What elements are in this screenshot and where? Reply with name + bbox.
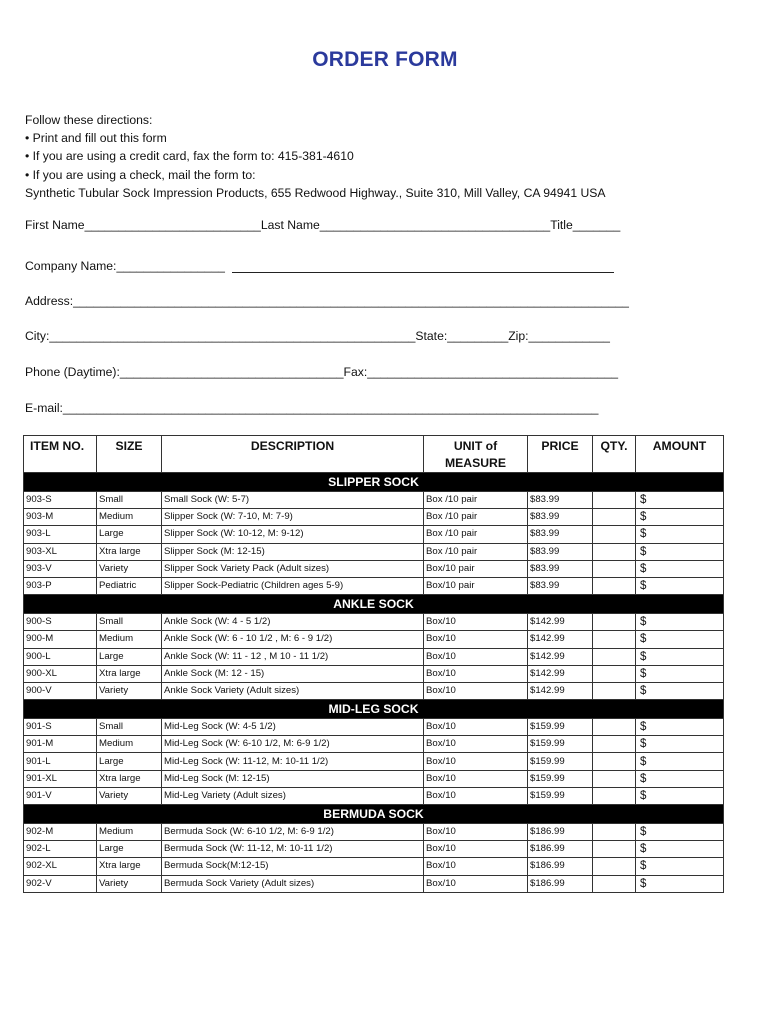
amount-cell[interactable]: $ (636, 665, 724, 682)
table-row (24, 577, 724, 594)
qty-input-cell[interactable] (593, 509, 636, 526)
item-no-cell: 901-V (24, 787, 97, 804)
size-cell: Medium (97, 509, 162, 526)
item-no-cell: 901-M (24, 736, 97, 753)
unit-cell: Box/10 pair (424, 577, 528, 594)
price-cell: $83.99 (528, 577, 593, 594)
unit-cell: Box /10 pair (424, 543, 528, 560)
item-no-cell: 900-V (24, 682, 97, 699)
amount-cell[interactable]: $ (636, 824, 724, 841)
unit-cell: Box/10 (424, 736, 528, 753)
page-title: ORDER FORM (312, 48, 458, 71)
qty-input-cell[interactable] (593, 631, 636, 648)
size-cell: Variety (97, 875, 162, 892)
unit-cell: Box/10 (424, 719, 528, 736)
price-cell: $83.99 (528, 560, 593, 577)
unit-cell: Box/10 (424, 648, 528, 665)
section-title: BERMUDA SOCK (24, 805, 724, 824)
item-no-cell: 900-L (24, 648, 97, 665)
price-cell: $159.99 (528, 719, 593, 736)
amount-cell[interactable]: $ (636, 577, 724, 594)
price-cell: $159.99 (528, 770, 593, 787)
table-row (24, 631, 724, 648)
size-cell: Xtra large (97, 665, 162, 682)
item-no-cell: 902-XL (24, 858, 97, 875)
description-cell: Mid-Leg Sock (W: 11-12, M: 10-11 1/2) (162, 753, 424, 770)
amount-cell[interactable]: $ (636, 543, 724, 560)
header-unit-of-measure (424, 436, 528, 473)
qty-input-cell[interactable] (593, 824, 636, 841)
item-no-cell: 901-XL (24, 770, 97, 787)
item-no-cell: 903-V (24, 560, 97, 577)
amount-cell[interactable]: $ (636, 858, 724, 875)
size-cell: Pediatric (97, 577, 162, 594)
table-row (24, 736, 724, 753)
description-cell: Slipper Sock (W: 10-12, M: 9-12) (162, 526, 424, 543)
item-no-cell: 903-P (24, 577, 97, 594)
table-row (24, 526, 724, 543)
amount-cell[interactable]: $ (636, 787, 724, 804)
header-size: SIZE (97, 436, 162, 473)
price-cell: $186.99 (528, 875, 593, 892)
item-no-cell: 900-S (24, 614, 97, 631)
qty-input-cell[interactable] (593, 543, 636, 560)
order-table (23, 435, 724, 893)
name-fields-line[interactable]: First Name__________________________Last Name__________________________________Title_______ (25, 218, 621, 232)
description-cell: Slipper Sock Variety Pack (Adult sizes) (162, 560, 424, 577)
qty-input-cell[interactable] (593, 787, 636, 804)
qty-input-cell[interactable] (593, 577, 636, 594)
description-cell: Small Sock (W: 5-7) (162, 492, 424, 509)
unit-cell: Box /10 pair (424, 492, 528, 509)
amount-cell[interactable]: $ (636, 614, 724, 631)
price-cell: $83.99 (528, 492, 593, 509)
price-cell: $83.99 (528, 543, 593, 560)
company-name-field[interactable]: Company Name:________________ (25, 259, 225, 273)
header-amount: AMOUNT (636, 436, 724, 473)
unit-cell: Box/10 (424, 841, 528, 858)
size-cell: Medium (97, 824, 162, 841)
amount-cell[interactable]: $ (636, 875, 724, 892)
table-row (24, 543, 724, 560)
section-title: MID-LEG SOCK (24, 700, 724, 719)
description-cell: Ankle Sock (W: 4 - 5 1/2) (162, 614, 424, 631)
header-unit-line1: UNIT of (453, 439, 498, 453)
item-no-cell: 903-M (24, 509, 97, 526)
direction-item: • If you are using a credit card, fax the form to: 415-381-4610 (25, 149, 354, 164)
unit-cell: Box/10 (424, 682, 528, 699)
item-no-cell: 902-L (24, 841, 97, 858)
direction-item: • Print and fill out this form (25, 131, 167, 146)
size-cell: Variety (97, 787, 162, 804)
qty-input-cell[interactable] (593, 770, 636, 787)
price-cell: $186.99 (528, 824, 593, 841)
amount-cell[interactable]: $ (636, 719, 724, 736)
qty-input-cell[interactable] (593, 841, 636, 858)
address-field[interactable]: Address:__________________________________________________________________________________ (25, 294, 629, 308)
amount-cell[interactable]: $ (636, 682, 724, 699)
description-cell: Mid-Leg Variety (Adult sizes) (162, 787, 424, 804)
city-state-zip-fields[interactable]: City:______________________________________________________State:_________Zip:____________ (25, 329, 610, 343)
price-cell: $186.99 (528, 841, 593, 858)
price-cell: $142.99 (528, 631, 593, 648)
table-row (24, 858, 724, 875)
price-cell: $83.99 (528, 526, 593, 543)
description-cell: Bermuda Sock (W: 6-10 1/2, M: 6-9 1/2) (162, 824, 424, 841)
table-row (24, 824, 724, 841)
table-row (24, 648, 724, 665)
section-row (24, 700, 724, 719)
unit-cell: Box /10 pair (424, 509, 528, 526)
qty-input-cell[interactable] (593, 614, 636, 631)
size-cell: Large (97, 753, 162, 770)
phone-fax-fields[interactable]: Phone (Daytime):_________________________________Fax:_____________________________________ (25, 365, 618, 379)
description-cell: Bermuda Sock (W: 11-12, M: 10-11 1/2) (162, 841, 424, 858)
size-cell: Small (97, 719, 162, 736)
directions-heading: Follow these directions: (25, 113, 153, 127)
price-cell: $159.99 (528, 787, 593, 804)
qty-input-cell[interactable] (593, 665, 636, 682)
description-cell: Slipper Sock (W: 7-10, M: 7-9) (162, 509, 424, 526)
table-row (24, 665, 724, 682)
direction-item: • If you are using a check, mail the form to: (25, 167, 256, 182)
table-row (24, 770, 724, 787)
size-cell: Xtra large (97, 858, 162, 875)
price-cell: $159.99 (528, 753, 593, 770)
amount-cell[interactable]: $ (636, 841, 724, 858)
qty-input-cell[interactable] (593, 682, 636, 699)
table-row (24, 614, 724, 631)
size-cell: Large (97, 526, 162, 543)
amount-cell[interactable]: $ (636, 509, 724, 526)
item-no-cell: 902-M (24, 824, 97, 841)
mailing-address: Synthetic Tubular Sock Impression Products, 655 Redwood Highway., Suite 310, Mill Valley, CA 94941 USA (25, 185, 606, 200)
table-header-row (24, 436, 724, 473)
item-no-cell: 903-XL (24, 543, 97, 560)
unit-cell: Box/10 (424, 875, 528, 892)
section-title: SLIPPER SOCK (24, 473, 724, 492)
unit-cell: Box /10 pair (424, 526, 528, 543)
amount-cell[interactable]: $ (636, 648, 724, 665)
table-row (24, 753, 724, 770)
description-cell: Bermuda Sock Variety (Adult sizes) (162, 875, 424, 892)
directions-block (25, 111, 745, 202)
item-no-cell: 903-L (24, 526, 97, 543)
size-cell: Large (97, 648, 162, 665)
item-no-cell: 900-XL (24, 665, 97, 682)
unit-cell: Box/10 (424, 770, 528, 787)
unit-cell: Box/10 (424, 614, 528, 631)
table-row (24, 492, 724, 509)
description-cell: Ankle Sock Variety (Adult sizes) (162, 682, 424, 699)
price-cell: $142.99 (528, 648, 593, 665)
size-cell: Small (97, 492, 162, 509)
unit-cell: Box/10 (424, 631, 528, 648)
description-cell: Bermuda Sock(M:12-15) (162, 858, 424, 875)
price-cell: $83.99 (528, 509, 593, 526)
qty-input-cell[interactable] (593, 719, 636, 736)
size-cell: Variety (97, 560, 162, 577)
section-row (24, 805, 724, 824)
qty-input-cell[interactable] (593, 858, 636, 875)
size-cell: Medium (97, 631, 162, 648)
description-cell: Ankle Sock (M: 12 - 15) (162, 665, 424, 682)
size-cell: Large (97, 841, 162, 858)
qty-input-cell[interactable] (593, 736, 636, 753)
table-row (24, 875, 724, 892)
price-cell: $142.99 (528, 665, 593, 682)
size-cell: Xtra large (97, 543, 162, 560)
table-row (24, 560, 724, 577)
description-cell: Slipper Sock-Pediatric (Children ages 5-9) (162, 577, 424, 594)
item-no-cell: 901-S (24, 719, 97, 736)
amount-cell[interactable]: $ (636, 526, 724, 543)
amount-cell[interactable]: $ (636, 631, 724, 648)
amount-cell[interactable]: $ (636, 753, 724, 770)
size-cell: Variety (97, 682, 162, 699)
amount-cell[interactable]: $ (636, 560, 724, 577)
description-cell: Ankle Sock (W: 6 - 10 1/2 , M: 6 - 9 1/2) (162, 631, 424, 648)
email-field[interactable]: E-mail:_______________________________________________________________________________ (25, 401, 599, 415)
description-cell: Slipper Sock (M: 12-15) (162, 543, 424, 560)
table-row (24, 787, 724, 804)
header-qty: QTY. (593, 436, 636, 473)
table-row (24, 719, 724, 736)
header-item-no: ITEM NO. (24, 436, 97, 473)
size-cell: Xtra large (97, 770, 162, 787)
price-cell: $159.99 (528, 736, 593, 753)
table-row (24, 841, 724, 858)
qty-input-cell[interactable] (593, 560, 636, 577)
header-unit-line2: MEASURE (445, 456, 506, 470)
price-cell: $142.99 (528, 614, 593, 631)
table-row (24, 682, 724, 699)
section-title: ANKLE SOCK (24, 595, 724, 614)
qty-input-cell[interactable] (593, 492, 636, 509)
unit-cell: Box/10 (424, 665, 528, 682)
qty-input-cell[interactable] (593, 753, 636, 770)
header-price: PRICE (528, 436, 593, 473)
item-no-cell: 900-M (24, 631, 97, 648)
amount-cell[interactable]: $ (636, 736, 724, 753)
item-no-cell: 903-S (24, 492, 97, 509)
item-no-cell: 902-V (24, 875, 97, 892)
section-row (24, 595, 724, 614)
price-cell: $186.99 (528, 858, 593, 875)
description-cell: Mid-Leg Sock (W: 4-5 1/2) (162, 719, 424, 736)
section-row (24, 473, 724, 492)
company-name-rule (232, 272, 614, 273)
qty-input-cell[interactable] (593, 526, 636, 543)
unit-cell: Box/10 (424, 787, 528, 804)
table-row (24, 509, 724, 526)
header-description: DESCRIPTION (162, 436, 424, 473)
item-no-cell: 901-L (24, 753, 97, 770)
qty-input-cell[interactable] (593, 648, 636, 665)
description-cell: Mid-Leg Sock (M: 12-15) (162, 770, 424, 787)
amount-cell[interactable]: $ (636, 492, 724, 509)
unit-cell: Box/10 (424, 858, 528, 875)
price-cell: $142.99 (528, 682, 593, 699)
unit-cell: Box/10 (424, 824, 528, 841)
size-cell: Medium (97, 736, 162, 753)
unit-cell: Box/10 pair (424, 560, 528, 577)
description-cell: Mid-Leg Sock (W: 6-10 1/2, M: 6-9 1/2) (162, 736, 424, 753)
description-cell: Ankle Sock (W: 11 - 12 , M 10 - 11 1/2) (162, 648, 424, 665)
qty-input-cell[interactable] (593, 875, 636, 892)
amount-cell[interactable]: $ (636, 770, 724, 787)
unit-cell: Box/10 (424, 753, 528, 770)
size-cell: Small (97, 614, 162, 631)
